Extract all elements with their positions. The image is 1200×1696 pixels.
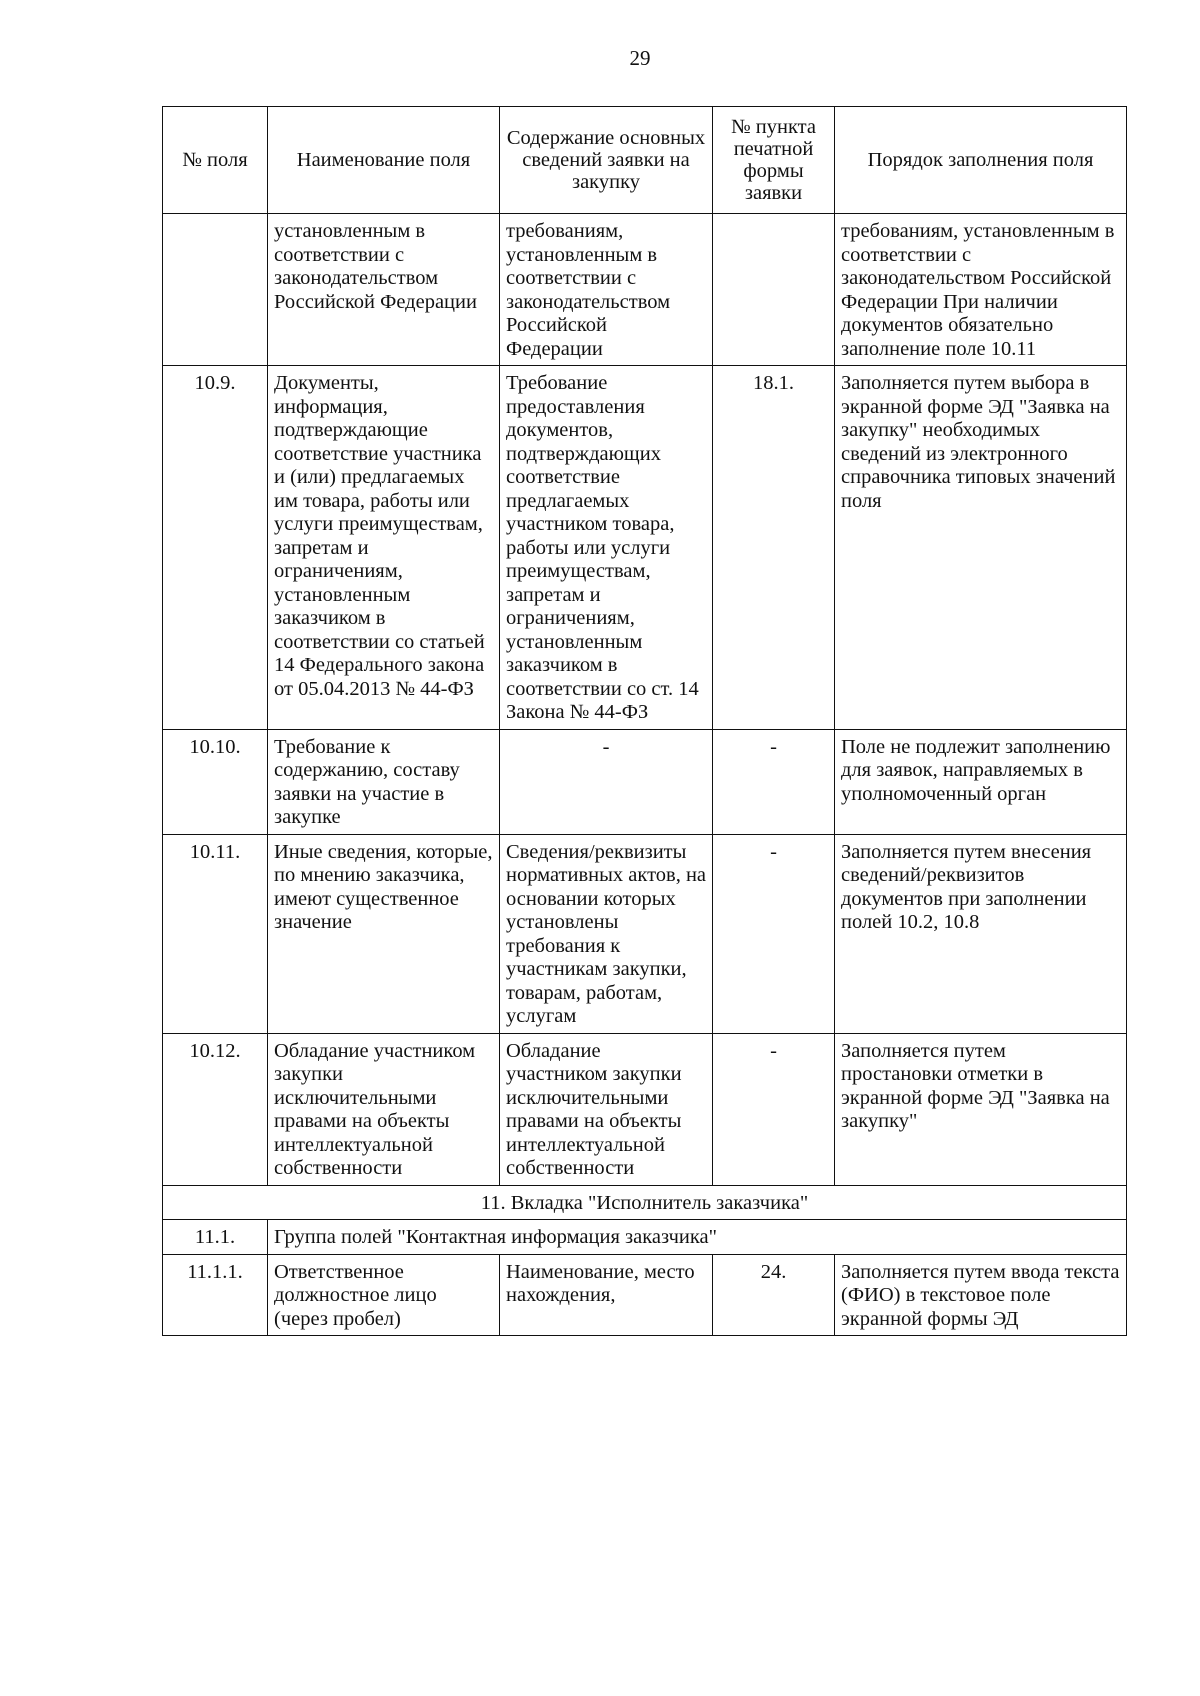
row-field-name: Требование к содержанию, составу заявки на участие в закупке: [268, 729, 500, 834]
page-number: 29: [629, 46, 651, 70]
row-number: [163, 214, 268, 366]
row-procedure: Заполняется путем выбора в экранной форме ЭД "Заявка на закупку" необходимых сведений из электронного справочника типовых значений поля: [835, 366, 1127, 730]
requirements-table: [162, 106, 1127, 1336]
row-print-item: [713, 214, 835, 366]
row-field-name: Обладание участником закупки исключительными правами на объекты интеллектуальной собственности: [268, 1033, 500, 1185]
row-content: Наименование, место нахождения,: [500, 1254, 713, 1336]
row-content: требованиям, установленным в соответствии с законодательством Российской Федерации: [500, 214, 713, 366]
row-number: 10.12.: [163, 1033, 268, 1185]
row-content: Требование предоставления документов, подтверждающих соответствие предлагаемых участником товара, работы или услуги преимуществам, запретам и ограничениям, установленным заказчиком в соответствии со ст. 14 Закона № 44-ФЗ: [500, 366, 713, 730]
row-number: 10.11.: [163, 834, 268, 1033]
row-procedure: Заполняется путем ввода текста (ФИО) в текстовое поле экранной формы ЭД: [835, 1254, 1127, 1336]
group-title: Группа полей "Контактная информация заказчика": [268, 1220, 1127, 1255]
header-content: Содержание основных сведений заявки на закупку: [500, 107, 713, 214]
table-row: [163, 834, 1127, 1033]
group-number: 11.1.: [163, 1220, 268, 1255]
row-number: 10.9.: [163, 366, 268, 730]
row-procedure: требованиям, установленным в соответствии с законодательством Российской Федерации При наличии документов обязательно заполнение поле 10.11: [835, 214, 1127, 366]
header-field-number: № поля: [163, 107, 268, 214]
table-row: [163, 729, 1127, 834]
row-procedure: Заполняется путем внесения сведений/реквизитов документов при заполнении полей 10.2, 10.8: [835, 834, 1127, 1033]
row-print-item: 24.: [713, 1254, 835, 1336]
row-print-item: -: [713, 729, 835, 834]
table-row: [163, 1254, 1127, 1336]
table-row: [163, 1033, 1127, 1185]
row-procedure: Поле не подлежит заполнению для заявок, направляемых в уполномоченный орган: [835, 729, 1127, 834]
row-content: -: [500, 729, 713, 834]
table-row: [163, 366, 1127, 730]
row-print-item: 18.1.: [713, 366, 835, 730]
row-number: 10.10.: [163, 729, 268, 834]
section-row: [163, 1185, 1127, 1220]
table-row: [163, 214, 1127, 366]
row-field-name: Документы, информация, подтверждающие соответствие участника и (или) предлагаемых им товара, работы или услуги преимуществам, запретам и ограничениям, установленным заказчиком в соответствии со статьей 14 Федерального закона от 05.04.2013 № 44-ФЗ: [268, 366, 500, 730]
header-procedure: Порядок заполнения поля: [835, 107, 1127, 214]
row-number: 11.1.1.: [163, 1254, 268, 1336]
row-field-name: Ответственное должностное лицо (через пробел): [268, 1254, 500, 1336]
header-print-item: № пункта печатной формы заявки: [713, 107, 835, 214]
header-field-name: Наименование поля: [268, 107, 500, 214]
row-field-name: установленным в соответствии с законодательством Российской Федерации: [268, 214, 500, 366]
group-row: [163, 1220, 1127, 1255]
section-title: 11. Вкладка "Исполнитель заказчика": [163, 1185, 1127, 1220]
row-print-item: -: [713, 1033, 835, 1185]
row-content: Сведения/реквизиты нормативных актов, на основании которых установлены требования к участникам закупки, товарам, работам, услугам: [500, 834, 713, 1033]
row-field-name: Иные сведения, которые, по мнению заказчика, имеют существенное значение: [268, 834, 500, 1033]
row-procedure: Заполняется путем простановки отметки в экранной форме ЭД "Заявка на закупку": [835, 1033, 1127, 1185]
row-content: Обладание участником закупки исключительными правами на объекты интеллектуальной собственности: [500, 1033, 713, 1185]
row-print-item: -: [713, 834, 835, 1033]
table-header-row: [163, 107, 1127, 214]
